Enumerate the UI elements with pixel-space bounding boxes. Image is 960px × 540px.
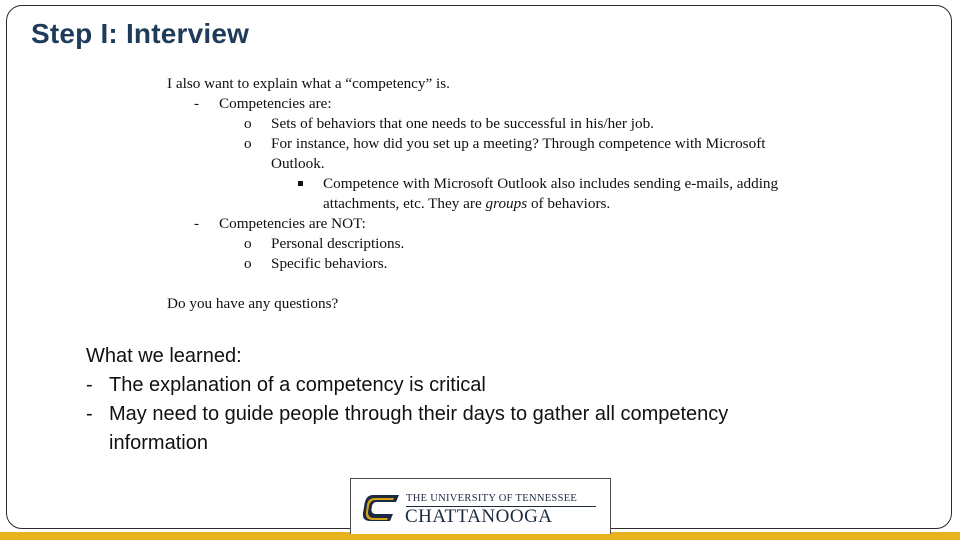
learned-point: - May need to guide people through their days to gather all competency <box>86 400 242 429</box>
document-excerpt <box>167 74 857 314</box>
sub-list-item-continuation: attachments, etc. They are groups of behaviors. <box>323 195 611 212</box>
list-item-continuation: Outlook. <box>271 155 325 172</box>
what-we-learned <box>86 342 729 458</box>
learned-point: - The explanation of a competency is critical <box>86 371 242 400</box>
dash-bullet: - <box>86 374 93 396</box>
circle-bullet: o <box>244 235 252 252</box>
utc-c-logo-icon <box>361 494 401 522</box>
competencies-not-heading: - Competencies are NOT: <box>194 215 366 232</box>
excerpt-intro-line: I also want to explain what a “competency” is. <box>167 75 450 92</box>
slide-title: Step I: Interview <box>31 18 250 49</box>
logo-chattanooga-text: CHATTANOOGA <box>405 506 553 527</box>
dash-bullet: - <box>194 215 200 232</box>
list-item: o For instance, how did you set up a meeting? Through competence with Microsoft <box>244 135 766 152</box>
university-logo <box>350 478 611 534</box>
list-item: o Personal descriptions. <box>244 235 405 252</box>
list-item: o Sets of behaviors that one needs to be successful in his/her job. <box>244 115 654 132</box>
dash-bullet: - <box>194 95 200 112</box>
learned-point-continuation: information <box>109 432 208 454</box>
circle-bullet: o <box>244 135 252 152</box>
list-item: o Specific behaviors. <box>244 255 388 272</box>
sub-list-item: Competence with Microsoft Outlook also includes sending e-mails, adding <box>167 174 857 194</box>
dash-bullet: - <box>86 403 93 425</box>
competencies-are-heading: - Competencies are: <box>194 95 332 112</box>
circle-bullet: o <box>244 115 252 132</box>
spacer <box>167 274 857 294</box>
closing-question: Do you have any questions? <box>167 295 339 312</box>
square-bullet-icon <box>298 181 303 186</box>
learned-heading: What we learned: <box>86 345 242 367</box>
circle-bullet: o <box>244 255 252 272</box>
logo-university-text: THE UNIVERSITY OF TENNESSEE <box>406 493 578 504</box>
